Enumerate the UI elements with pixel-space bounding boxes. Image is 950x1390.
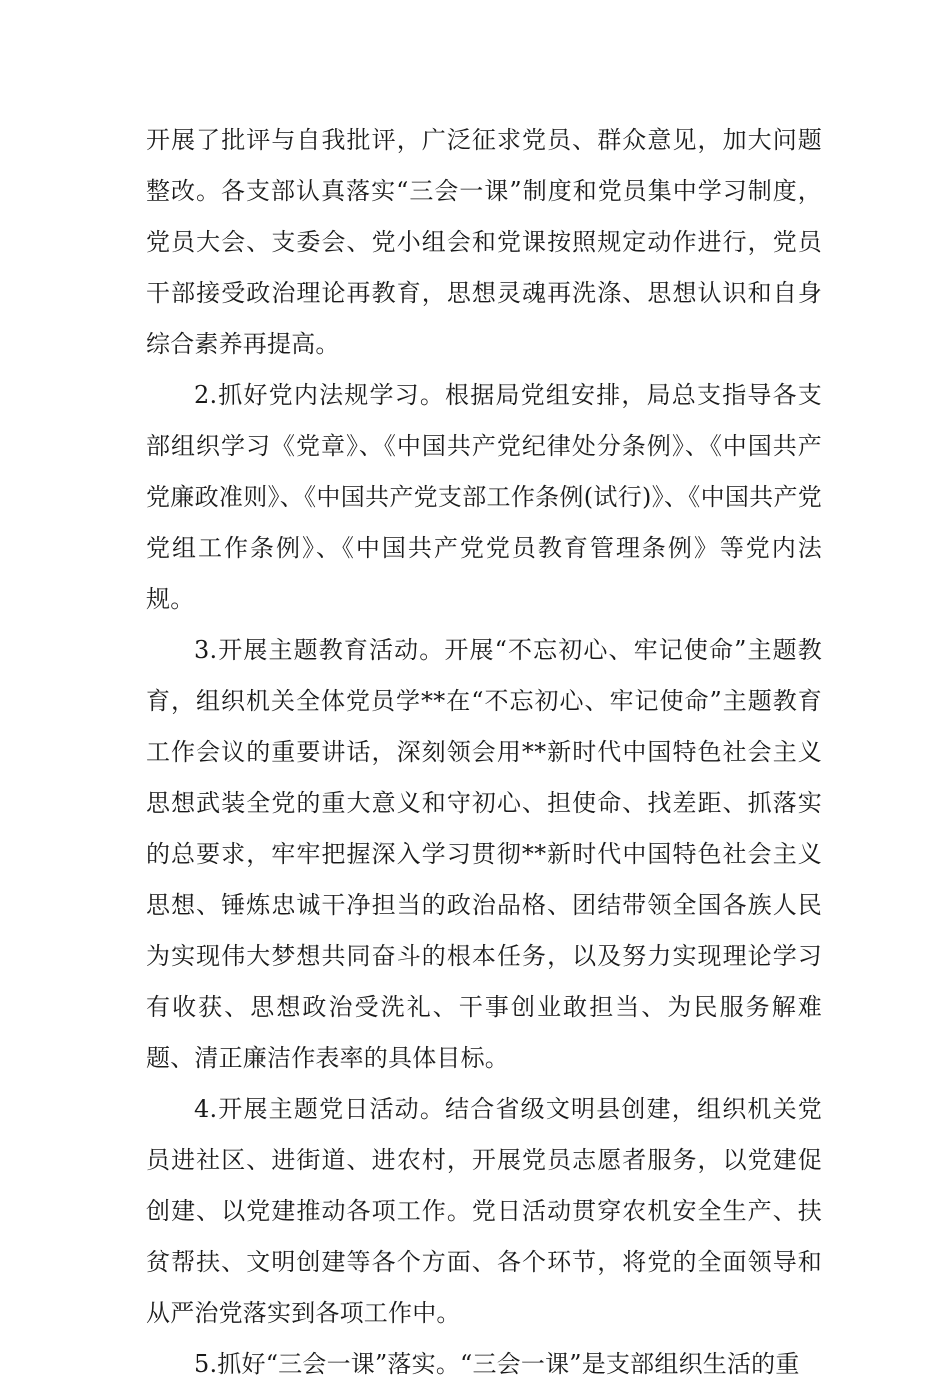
paragraph-item-2: 2.抓好党内法规学习。根据局党组安排，局总支指导各支部组织学习《党章》、《中国共产党纪律处分条例》、《中国共产党廉政准则》、《中国共产党支部工作条例(试行)》、《中国共产党党组工作条例》、《中国共产党党员教育管理条例》等党内法规。 <box>146 381 822 613</box>
paragraph-item-3: 3.开展主题教育活动。开展“不忘初心、牢记使命”主题教育，组织机关全体党员学**在“不忘初心、牢记使命”主题教育工作会议的重要讲话，深刻领会用**新时代中国特色社会主义思想武装全党的重大意义和守初心、担使命、找差距、抓落实的总要求，牢牢把握深入学习贯彻**新时代中国特色社会主义思想、锤炼忠诚干净担当的政治品格、团结带领全国各族人民为实现伟大梦想共同奋斗的根本任务，以及努力实现理论学习有收获、思想政治受洗礼、干事创业敢担当、为民服务解难题、清正廉洁作表率的具体目标。 <box>146 636 822 1072</box>
paragraph-item-5: 5.抓好“三会一课”落实。“三会一课”是支部组织生活的重 <box>194 1350 800 1378</box>
paragraph-item-4: 4.开展主题党日活动。结合省级文明县创建，组织机关党员进社区、进街道、进农村，开展党员志愿者服务，以党建促创建、以党建推动各项工作。党日活动贯穿农机安全生产、扶贫帮扶、文明创建等各个方面、各个环节，将党的全面领导和从严治党落实到各项工作中。 <box>146 1095 822 1327</box>
paragraph-continuation: 开展了批评与自我批评，广泛征求党员、群众意见，加大问题整改。各支部认真落实“三会一课”制度和党员集中学习制度，党员大会、支委会、党小组会和党课按照规定动作进行，党员干部接受政治理论再教育，思想灵魂再洗涤、思想认识和自身综合素养再提高。 <box>146 126 822 358</box>
document-body <box>146 115 822 1390</box>
